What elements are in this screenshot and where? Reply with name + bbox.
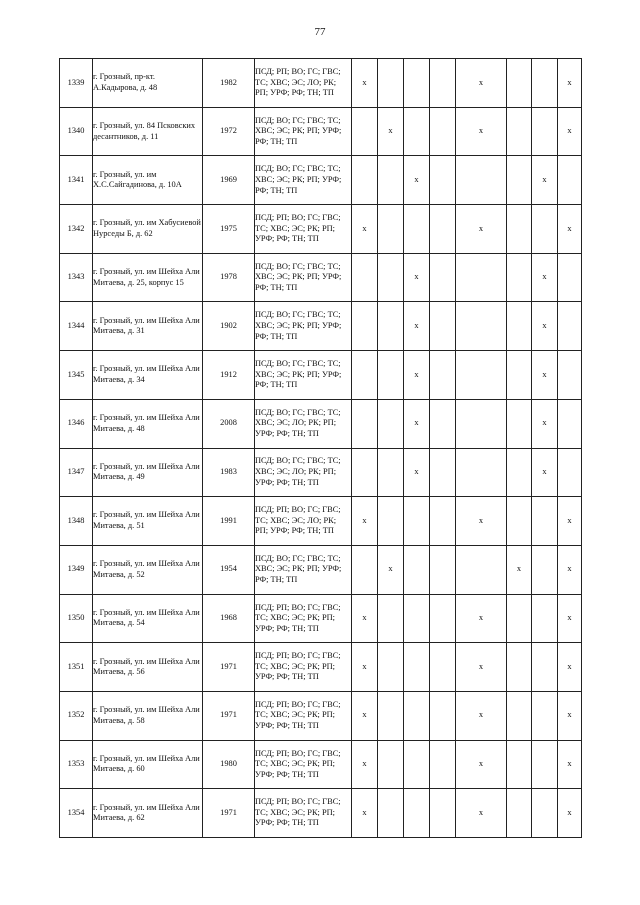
record-number-cell: 1351 (60, 643, 93, 692)
record-number-cell: 1344 (60, 302, 93, 351)
mark-cell: x (532, 253, 558, 302)
mark-cell (558, 302, 582, 351)
mark-cell (507, 594, 532, 643)
mark-cell: x (532, 156, 558, 205)
mark-cell (404, 59, 430, 108)
record-number-cell: 1341 (60, 156, 93, 205)
mark-cell (507, 253, 532, 302)
mark-cell (430, 59, 456, 108)
mark-cell (532, 691, 558, 740)
mark-cell: x (558, 497, 582, 546)
table-row (60, 351, 582, 400)
mark-cell (430, 594, 456, 643)
mark-cell: x (456, 643, 507, 692)
address-cell: г. Грозный, ул. им Шейха Али Митаева, д. 56 (93, 643, 203, 692)
mark-cell (352, 448, 378, 497)
mark-cell (404, 740, 430, 789)
mark-cell (507, 691, 532, 740)
mark-cell: x (378, 107, 404, 156)
mark-cell (456, 302, 507, 351)
record-number-cell: 1352 (60, 691, 93, 740)
mark-cell: x (456, 205, 507, 254)
address-cell: г. Грозный, ул. им Шейха Али Митаева, д. 25, корпус 15 (93, 253, 203, 302)
mark-cell (558, 253, 582, 302)
mark-cell: x (404, 302, 430, 351)
mark-cell (404, 789, 430, 838)
mark-cell: x (456, 107, 507, 156)
record-number-cell: 1353 (60, 740, 93, 789)
mark-cell (532, 107, 558, 156)
record-number-cell: 1346 (60, 399, 93, 448)
year-cell: 1991 (203, 497, 255, 546)
mark-cell (378, 789, 404, 838)
mark-cell: x (558, 205, 582, 254)
table-row (60, 448, 582, 497)
year-cell: 1978 (203, 253, 255, 302)
mark-cell (532, 497, 558, 546)
mark-cell (404, 691, 430, 740)
record-number-cell: 1345 (60, 351, 93, 400)
mark-cell (378, 59, 404, 108)
table-row (60, 789, 582, 838)
mark-cell: x (352, 740, 378, 789)
address-cell: г. Грозный, ул. им Хабусиевой Нурседы Б, д. 62 (93, 205, 203, 254)
record-number-cell: 1348 (60, 497, 93, 546)
mark-cell: x (456, 59, 507, 108)
services-cell: ПСД; ВО; ГС; ГВС; ТС; ХВС; ЭС; РК; РП; УРФ; РФ; ТН; ТП (255, 107, 352, 156)
address-cell: г. Грозный, ул. им Шейха Али Митаева, д. 60 (93, 740, 203, 789)
mark-cell (507, 448, 532, 497)
table-row (60, 497, 582, 546)
mark-cell: x (532, 351, 558, 400)
mark-cell (352, 156, 378, 205)
services-cell: ПСД; РП; ВО; ГС; ГВС; ТС; ХВС; ЭС; РК; РП; УРФ; РФ; ТН; ТП (255, 594, 352, 643)
table-row (60, 740, 582, 789)
table-row (60, 302, 582, 351)
mark-cell: x (558, 740, 582, 789)
mark-cell (404, 107, 430, 156)
year-cell: 1902 (203, 302, 255, 351)
mark-cell: x (456, 789, 507, 838)
mark-cell (507, 302, 532, 351)
mark-cell: x (404, 351, 430, 400)
mark-cell (456, 399, 507, 448)
mark-cell (378, 399, 404, 448)
mark-cell (378, 740, 404, 789)
table-row (60, 643, 582, 692)
mark-cell (532, 740, 558, 789)
address-cell: г. Грозный, ул. им Шейха Али Митаева, д. 49 (93, 448, 203, 497)
table-row (60, 205, 582, 254)
mark-cell (507, 399, 532, 448)
mark-cell: x (507, 545, 532, 594)
mark-cell (430, 253, 456, 302)
mark-cell (430, 740, 456, 789)
address-cell: г. Грозный, ул. им Шейха Али Митаева, д. 31 (93, 302, 203, 351)
mark-cell: x (404, 156, 430, 205)
services-cell: ПСД; ВО; ГС; ГВС; ТС; ХВС; ЭС; ЛО; РК; РП; УРФ; РФ; ТН; ТП (255, 448, 352, 497)
mark-cell (532, 643, 558, 692)
year-cell: 1971 (203, 789, 255, 838)
mark-cell (352, 253, 378, 302)
mark-cell (430, 691, 456, 740)
year-cell: 1980 (203, 740, 255, 789)
address-cell: г. Грозный, ул. им Шейха Али Митаева, д. 48 (93, 399, 203, 448)
mark-cell (430, 399, 456, 448)
address-cell: г. Грозный, ул. им Х.С.Сайгадинова, д. 10А (93, 156, 203, 205)
mark-cell: x (456, 691, 507, 740)
mark-cell: x (558, 691, 582, 740)
mark-cell: x (352, 205, 378, 254)
mark-cell (532, 545, 558, 594)
registry-body (60, 59, 582, 838)
table-row (60, 59, 582, 108)
mark-cell: x (558, 59, 582, 108)
mark-cell (430, 497, 456, 546)
mark-cell (532, 59, 558, 108)
mark-cell (378, 156, 404, 205)
record-number-cell: 1349 (60, 545, 93, 594)
year-cell: 1912 (203, 351, 255, 400)
record-number-cell: 1354 (60, 789, 93, 838)
services-cell: ПСД; ВО; ГС; ГВС; ТС; ХВС; ЭС; РК; РП; УРФ; РФ; ТН; ТП (255, 545, 352, 594)
mark-cell (507, 740, 532, 789)
table-row (60, 691, 582, 740)
mark-cell: x (352, 59, 378, 108)
mark-cell (507, 205, 532, 254)
mark-cell (352, 302, 378, 351)
mark-cell: x (352, 643, 378, 692)
mark-cell: x (352, 497, 378, 546)
mark-cell (430, 643, 456, 692)
mark-cell (456, 156, 507, 205)
services-cell: ПСД; РП; ВО; ГС; ГВС; ТС; ХВС; ЭС; РК; РП; УРФ; РФ; ТН; ТП (255, 740, 352, 789)
mark-cell: x (352, 789, 378, 838)
record-number-cell: 1350 (60, 594, 93, 643)
services-cell: ПСД; ВО; ГС; ГВС; ТС; ХВС; ЭС; РК; РП; УРФ; РФ; ТН; ТП (255, 156, 352, 205)
table-row (60, 594, 582, 643)
mark-cell (456, 253, 507, 302)
mark-cell (430, 545, 456, 594)
mark-cell: x (558, 107, 582, 156)
mark-cell (378, 448, 404, 497)
mark-cell (558, 448, 582, 497)
address-cell: г. Грозный, ул. им Шейха Али Митаева, д. 58 (93, 691, 203, 740)
mark-cell (430, 789, 456, 838)
services-cell: ПСД; ВО; ГС; ГВС; ТС; ХВС; ЭС; РК; РП; УРФ; РФ; ТН; ТП (255, 253, 352, 302)
mark-cell: x (558, 789, 582, 838)
mark-cell: x (532, 302, 558, 351)
address-cell: г. Грозный, ул. им Шейха Али Митаева, д. 34 (93, 351, 203, 400)
mark-cell (378, 253, 404, 302)
table-row (60, 156, 582, 205)
mark-cell (558, 399, 582, 448)
mark-cell: x (404, 253, 430, 302)
mark-cell (456, 545, 507, 594)
mark-cell (507, 351, 532, 400)
mark-cell (430, 448, 456, 497)
year-cell: 1971 (203, 643, 255, 692)
address-cell: г. Грозный, ул. им Шейха Али Митаева, д. 54 (93, 594, 203, 643)
mark-cell: x (456, 594, 507, 643)
mark-cell: x (532, 448, 558, 497)
services-cell: ПСД; РП; ВО; ГС; ГВС; ТС; ХВС; ЭС; ЛО; РК; РП; УРФ; РФ; ТН; ТП (255, 59, 352, 108)
mark-cell (430, 156, 456, 205)
mark-cell: x (378, 545, 404, 594)
year-cell: 1982 (203, 59, 255, 108)
record-number-cell: 1347 (60, 448, 93, 497)
services-cell: ПСД; РП; ВО; ГС; ГВС; ТС; ХВС; ЭС; РК; РП; УРФ; РФ; ТН; ТП (255, 205, 352, 254)
services-cell: ПСД; РП; ВО; ГС; ГВС; ТС; ХВС; ЭС; РК; РП; УРФ; РФ; ТН; ТП (255, 643, 352, 692)
address-cell: г. Грозный, ул. им Шейха Али Митаева, д. 52 (93, 545, 203, 594)
year-cell: 1969 (203, 156, 255, 205)
mark-cell (378, 302, 404, 351)
services-cell: ПСД; ВО; ГС; ГВС; ТС; ХВС; ЭС; РК; РП; УРФ; РФ; ТН; ТП (255, 351, 352, 400)
mark-cell (456, 351, 507, 400)
mark-cell: x (532, 399, 558, 448)
year-cell: 2008 (203, 399, 255, 448)
year-cell: 1975 (203, 205, 255, 254)
table-row (60, 545, 582, 594)
record-number-cell: 1342 (60, 205, 93, 254)
mark-cell (507, 59, 532, 108)
mark-cell (378, 497, 404, 546)
mark-cell (430, 107, 456, 156)
registry-table (59, 58, 582, 838)
mark-cell: x (352, 691, 378, 740)
record-number-cell: 1339 (60, 59, 93, 108)
mark-cell: x (456, 740, 507, 789)
mark-cell (352, 399, 378, 448)
mark-cell (507, 789, 532, 838)
mark-cell (532, 594, 558, 643)
table-row (60, 253, 582, 302)
mark-cell: x (558, 545, 582, 594)
mark-cell (404, 643, 430, 692)
services-cell: ПСД; РП; ВО; ГС; ГВС; ТС; ХВС; ЭС; РК; РП; УРФ; РФ; ТН; ТП (255, 789, 352, 838)
year-cell: 1983 (203, 448, 255, 497)
mark-cell (507, 497, 532, 546)
mark-cell: x (404, 448, 430, 497)
mark-cell (456, 448, 507, 497)
mark-cell: x (404, 399, 430, 448)
mark-cell (532, 205, 558, 254)
year-cell: 1971 (203, 691, 255, 740)
mark-cell (378, 205, 404, 254)
mark-cell (430, 351, 456, 400)
mark-cell (507, 643, 532, 692)
mark-cell (352, 107, 378, 156)
table-row (60, 107, 582, 156)
mark-cell (378, 351, 404, 400)
mark-cell (378, 691, 404, 740)
record-number-cell: 1343 (60, 253, 93, 302)
address-cell: г. Грозный, ул. 84 Псковских десантников, д. 11 (93, 107, 203, 156)
mark-cell (352, 545, 378, 594)
mark-cell (404, 594, 430, 643)
table-row (60, 399, 582, 448)
mark-cell (507, 107, 532, 156)
address-cell: г. Грозный, ул. им Шейха Али Митаева, д. 51 (93, 497, 203, 546)
mark-cell: x (352, 594, 378, 643)
mark-cell (404, 205, 430, 254)
services-cell: ПСД; ВО; ГС; ГВС; ТС; ХВС; ЭС; ЛО; РК; РП; УРФ; РФ; ТН; ТП (255, 399, 352, 448)
services-cell: ПСД; ВО; ГС; ГВС; ТС; ХВС; ЭС; РК; РП; УРФ; РФ; ТН; ТП (255, 302, 352, 351)
mark-cell (378, 643, 404, 692)
mark-cell: x (558, 594, 582, 643)
mark-cell (532, 789, 558, 838)
page-number: 77 (314, 26, 326, 38)
year-cell: 1954 (203, 545, 255, 594)
mark-cell: x (456, 497, 507, 546)
year-cell: 1972 (203, 107, 255, 156)
mark-cell (378, 594, 404, 643)
mark-cell: x (558, 643, 582, 692)
address-cell: г. Грозный, ул. им Шейха Али Митаева, д. 62 (93, 789, 203, 838)
year-cell: 1968 (203, 594, 255, 643)
mark-cell (558, 156, 582, 205)
mark-cell (430, 302, 456, 351)
mark-cell (404, 497, 430, 546)
services-cell: ПСД; РП; ВО; ГС; ГВС; ТС; ХВС; ЭС; РК; РП; УРФ; РФ; ТН; ТП (255, 691, 352, 740)
record-number-cell: 1340 (60, 107, 93, 156)
mark-cell (558, 351, 582, 400)
mark-cell (352, 351, 378, 400)
services-cell: ПСД; РП; ВО; ГС; ГВС; ТС; ХВС; ЭС; ЛО; РК; РП; УРФ; РФ; ТН; ТП (255, 497, 352, 546)
address-cell: г. Грозный, пр-кт. А.Кадырова, д. 48 (93, 59, 203, 108)
mark-cell (404, 545, 430, 594)
mark-cell (507, 156, 532, 205)
mark-cell (430, 205, 456, 254)
